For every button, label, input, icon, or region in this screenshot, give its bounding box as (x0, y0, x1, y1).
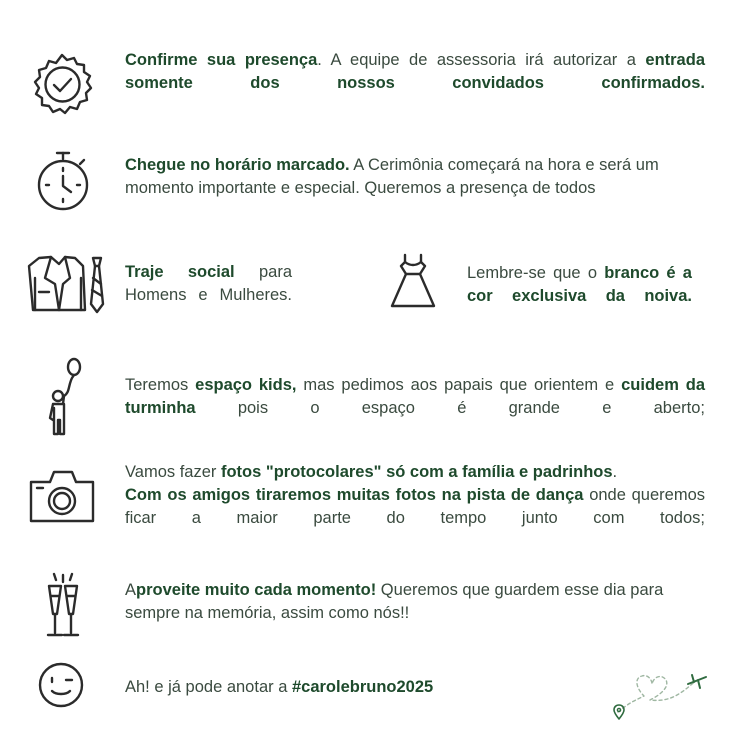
text-segment: Vamos fazer (125, 463, 221, 481)
bold-text: Com os amigos tiraremos muitas fotos na pista de dança (125, 486, 584, 504)
item-photos-text (125, 461, 705, 530)
camera-icon (28, 468, 96, 524)
text-segment: Lembre-se que o (467, 264, 605, 282)
bold-text: entrada somente dos nossos convidados confirmados. (125, 51, 705, 92)
bold-text: fotos "protocolares" só com a família e padrinhos (220, 463, 613, 481)
bold-text: Chegue no horário marcado. (125, 156, 350, 174)
text-segment: . A equipe de assessoria irá autorizar a (317, 51, 646, 69)
item-dress-text (125, 261, 292, 307)
bold-text: cuidem da turminha (125, 376, 705, 417)
text-segment: onde queremos ficar a maior parte do tempo junto com todos; (125, 486, 705, 527)
text-segment: para Homens e Mulheres. (125, 263, 292, 304)
bold-text: #carolebruno2025 (291, 678, 434, 696)
child-balloon-icon (42, 356, 84, 436)
text-segment: mas pedimos aos papais que orientem e (296, 376, 622, 394)
text-segment: A (125, 581, 137, 599)
wink-face-icon (38, 662, 84, 708)
item-kids-text (125, 374, 705, 420)
item-white-text (467, 262, 692, 308)
text-segment: pois o espaço é grande e aberto; (195, 399, 705, 417)
text-segment: Teremos (125, 376, 196, 394)
text-segment: Queremos que guardem esse dia para sempre na memória, assim como nós!! (125, 581, 664, 622)
champagne-toast-icon (36, 570, 90, 640)
location-pin-icon (613, 704, 625, 720)
item-photos-line1 (125, 461, 705, 484)
text-segment: Ah! e já pode anotar a (125, 678, 292, 696)
bold-text: Confirme sua presença (125, 51, 318, 69)
suit-tie-icon (25, 254, 105, 314)
text-segment: A Cerimônia começará na hora e será um momento importante e especial. Queremos a presença de todos (125, 156, 659, 197)
bold-text: Traje social (125, 263, 235, 281)
item-hashtag-text (125, 676, 545, 699)
bold-text: espaço kids, (195, 376, 297, 394)
dress-icon (388, 252, 438, 310)
stopwatch-icon (35, 150, 91, 212)
item-arrive-text (125, 154, 715, 200)
badge-check-icon (30, 52, 94, 116)
text-segment: . (612, 463, 618, 481)
bold-text: proveite muito cada momento! (136, 581, 377, 599)
airplane-icon (686, 672, 708, 690)
item-enjoy-text (125, 579, 715, 625)
bold-text: branco é a cor exclusiva da noiva. (467, 264, 692, 305)
item-confirm-text (125, 49, 705, 95)
item-photos-line2 (125, 484, 705, 530)
